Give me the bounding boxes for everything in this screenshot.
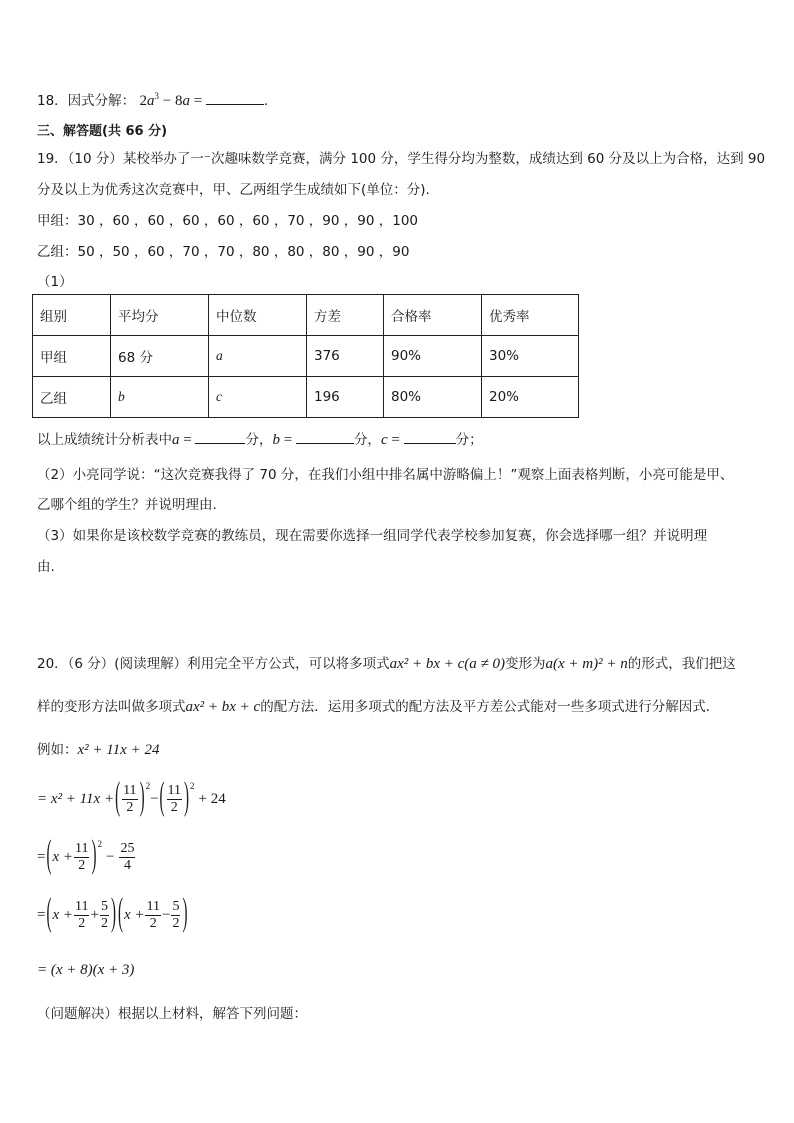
table-row xyxy=(33,377,579,418)
answer-blank[interactable] xyxy=(206,92,264,105)
fraction: $\frac{5}{2}$ xyxy=(100,898,108,931)
table-header-cell: 优秀率 xyxy=(482,295,579,336)
table-cell: a xyxy=(209,336,307,377)
table-cell: 90% xyxy=(384,336,482,377)
squared-binomial: ( x + $\frac{11}{2}$ ) 2 xyxy=(46,834,102,877)
table-cell: 乙组 xyxy=(33,377,111,418)
question-18 xyxy=(37,89,268,110)
fraction: $\frac{25}{4}$ xyxy=(120,840,135,873)
fraction: $\frac{11}{2}$ xyxy=(167,782,182,815)
table-header-cell: 中位数 xyxy=(209,295,307,336)
polynomial-expr: ax² + bx + c xyxy=(185,699,261,715)
answer-blank-c[interactable] xyxy=(404,431,456,444)
q19-line1: 19．（10 分）某校举办了一⁻次趣味数学竞赛，满分 100 分，学生得分均为整数，成绩达到 60 分及以上为合格，达到 90 xyxy=(37,151,766,167)
step-text: + 24 xyxy=(198,790,226,807)
example-label: 例如： xyxy=(37,742,78,758)
derivation-step-1 xyxy=(37,777,226,821)
part-3-line2: 由. xyxy=(37,559,55,575)
answer-blank-a[interactable] xyxy=(195,431,245,444)
fraction: $\frac{11}{2}$ xyxy=(75,898,89,931)
group-a-scores: 甲组：30 ，60 ，60 ，60 ，60 ，60 ，70 ，90 ，90 ，100 xyxy=(37,213,418,229)
table-header-cell: 平均分 xyxy=(111,295,209,336)
table-cell: c xyxy=(209,377,307,418)
equals-sign: = xyxy=(37,848,46,865)
part-2-line2: 乙哪个组的学生？并说明理由. xyxy=(37,497,217,513)
derivation-step-2 xyxy=(37,835,136,879)
derivation-step-4: = (x + 8)(x + 3) xyxy=(37,962,135,978)
example-expr: x² + 11x + 24 xyxy=(77,742,160,758)
q20-text: 的配方法．运用多项式的配方法及平方差公式能对一些多项式进行分解因式． xyxy=(260,699,720,715)
example-line xyxy=(37,738,159,759)
factor-1: ( x + $\frac{11}{2}$ + $\frac{5}{2}$ ) xyxy=(46,892,116,935)
q19-line2: 分及以上为优秀这次竞赛中，甲、乙两组学生成绩如下(单位：分). xyxy=(37,182,430,198)
answer-blank-b[interactable] xyxy=(296,431,354,444)
fraction-squared: ( $\frac{11}{2}$ ) 2 xyxy=(115,776,151,819)
group-b-scores: 乙组：50 ，50 ，60 ，70 ，70 ，80 ，80 ，80 ，90 ，90 xyxy=(37,244,410,260)
fraction: $\frac{11}{2}$ xyxy=(75,840,89,873)
problem-solving-label: （问题解决）根据以上材料，解答下列问题： xyxy=(37,1006,307,1022)
step-text: = x² + 11x + xyxy=(37,790,115,807)
q18-label: 18．因式分解： xyxy=(37,93,136,109)
table-cell: 68 分 xyxy=(111,336,209,377)
table-cell: 30% xyxy=(482,336,579,377)
q20-text: 变形为 xyxy=(505,656,546,672)
table-cell: b xyxy=(111,377,209,418)
table-header-cell: 组别 xyxy=(33,295,111,336)
table-fill-line xyxy=(37,428,483,449)
q18-expression: $2a^3 - 8a$ = xyxy=(139,91,206,109)
q20-line1 xyxy=(37,652,736,673)
score-analysis-table xyxy=(32,294,579,418)
table-header-cell: 方差 xyxy=(307,295,384,336)
fraction: $\frac{11}{2}$ xyxy=(146,898,160,931)
q20-text: 样的变形方法叫做多项式 xyxy=(37,699,186,715)
var-c: c xyxy=(380,432,388,448)
equals: = xyxy=(279,432,296,448)
minus-sign: − xyxy=(150,790,159,807)
table-cell: 80% xyxy=(384,377,482,418)
factor-2: ( x + $\frac{11}{2}$ − $\frac{5}{2}$ ) xyxy=(117,892,188,935)
q20-text: 20．（6 分）(阅读理解）利用完全平方公式，可以将多项式 xyxy=(37,656,390,672)
fraction: $\frac{5}{2}$ xyxy=(172,898,180,931)
fraction-squared: ( $\frac{11}{2}$ ) 2 xyxy=(159,776,195,819)
unit-text: 分， xyxy=(353,432,381,448)
table-cell: 196 xyxy=(307,377,384,418)
table-cell: 甲组 xyxy=(33,336,111,377)
part-1-label: （1） xyxy=(37,274,73,290)
equals-sign: = xyxy=(37,906,46,923)
table-header-cell: 合格率 xyxy=(384,295,482,336)
part-3-line1: （3）如果你是该校数学竞赛的教练员，现在需要你选择一组同学代表学校参加复赛，你会选择哪一组？并说明理 xyxy=(37,528,708,544)
var-b: b xyxy=(272,432,280,448)
table-cell: 20% xyxy=(482,377,579,418)
var-a: a xyxy=(172,432,180,448)
q20-line2 xyxy=(37,695,719,716)
minus-sign: − xyxy=(105,848,115,865)
part-2-line1: （2）小亮同学说：“这次竞赛我得了 70 分，在我们小组中排名属中游略偏上！”观察上面表格判断，小亮可能是甲、 xyxy=(37,467,734,483)
equals: = xyxy=(387,432,404,448)
derivation-step-3 xyxy=(37,893,188,937)
unit-text: 分； xyxy=(455,432,483,448)
fraction: $\frac{11}{2}$ xyxy=(123,782,137,815)
polynomial-expr: ax² + bx + c(a ≠ 0) xyxy=(389,656,506,672)
table-header-row xyxy=(33,295,579,336)
unit-text: 分， xyxy=(245,432,273,448)
table-cell: 376 xyxy=(307,336,384,377)
q18-period: . xyxy=(263,93,269,109)
vertex-form-expr: a(x + m)² + n xyxy=(545,656,628,672)
equals: = xyxy=(179,432,196,448)
table-row xyxy=(33,336,579,377)
q20-text: 的形式，我们把这 xyxy=(627,656,736,672)
fill-prefix: 以上成绩统计分析表中 xyxy=(37,432,172,448)
section-heading: 三、解答题(共 66 分) xyxy=(37,124,168,139)
